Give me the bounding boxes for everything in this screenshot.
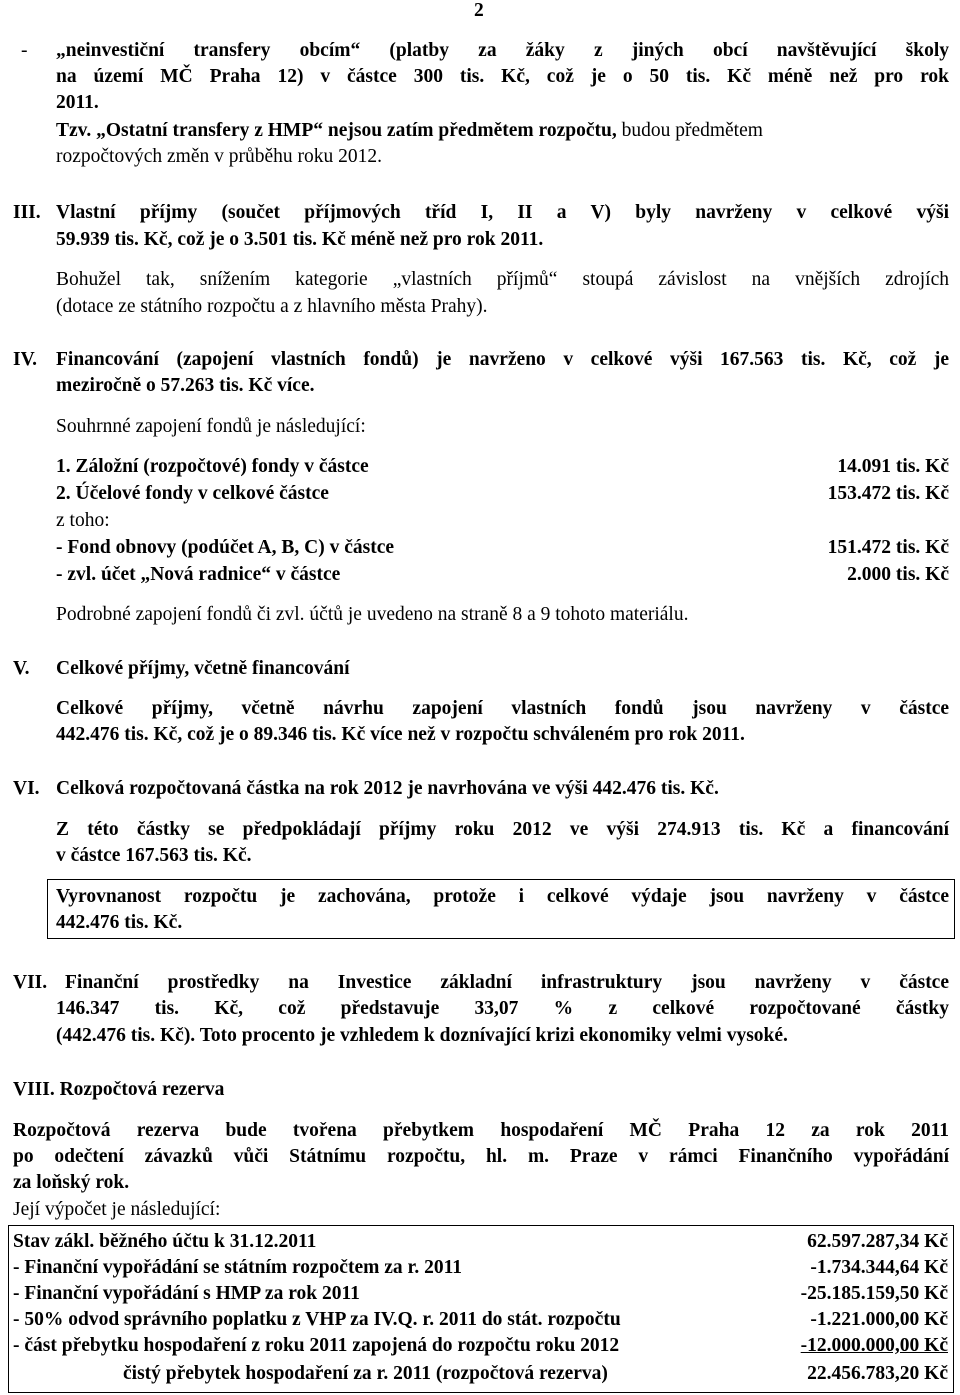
section-3-paragraph-1: Bohužel tak, snížením kategorie „vlastních příjmů“ stoupá závislost na vnějších zdrojích bbox=[56, 269, 949, 290]
fund-value: 2.000 tis. Kč bbox=[847, 564, 949, 585]
page-number: 2 bbox=[474, 0, 484, 21]
fund-label: - zvl. účet „Nová radnice“ v částce bbox=[56, 564, 341, 585]
calc-label: - Finanční vypořádání se státním rozpočtem za r. 2011 bbox=[13, 1257, 463, 1278]
intro-line-3: 2011. bbox=[56, 92, 99, 113]
bullet-dash: - bbox=[21, 40, 28, 61]
calc-total-label: čistý přebytek hospodaření za r. 2011 (rozpočtová rezerva) bbox=[123, 1363, 608, 1384]
section-7-number: VII. bbox=[13, 972, 48, 993]
section-6-paragraph-1: Z této částky se předpokládají příjmy roku 2012 ve výši 274.913 tis. Kč a financování bbox=[56, 819, 949, 840]
fund-label: 1. Záložní (rozpočtové) fondy v částce bbox=[56, 456, 369, 477]
tzv-line bbox=[56, 118, 763, 144]
fund-value: 14.091 tis. Kč bbox=[837, 456, 949, 477]
fund-label: 2. Účelové fondy v celkové částce bbox=[56, 483, 329, 504]
section-7-line-1: Finanční prostředky na Investice základní infrastruktury jsou navrženy v částce bbox=[65, 972, 949, 993]
section-5-line-1: Celkové příjmy, včetně návrhu zapojení vlastních fondů jsou navrženy v částce bbox=[56, 698, 949, 719]
calc-intro: Její výpočet je následující: bbox=[13, 1199, 221, 1220]
calc-value: -25.185.159,50 Kč bbox=[800, 1283, 948, 1304]
fund-value: 151.472 tis. Kč bbox=[827, 537, 949, 558]
section-4-number: IV. bbox=[13, 349, 38, 370]
tzv-line-2: rozpočtových změn v průběhu roku 2012. bbox=[56, 146, 382, 167]
section-8-paragraph-3: za loňský rok. bbox=[13, 1172, 130, 1193]
section-7-line-3: (442.476 tis. Kč). Toto procento je vzhledem k doznívající krizi ekonomiky velmi vysoké. bbox=[56, 1025, 788, 1046]
calc-value: -12.000.000,00 Kč bbox=[800, 1335, 948, 1356]
section-5-line-2: 442.476 tis. Kč, což je o 89.346 tis. Kč více než v rozpočtu schváleném pro rok 2011. bbox=[56, 724, 745, 745]
balance-box-line-1: Vyrovnanost rozpočtu je zachována, protože i celkové výdaje jsou navrženy v částce bbox=[56, 886, 949, 907]
calc-value: -1.221.000,00 Kč bbox=[810, 1309, 948, 1330]
fund-label: z toho: bbox=[56, 510, 110, 531]
calc-total-value: 22.456.783,20 Kč bbox=[807, 1363, 948, 1384]
section-3-number: III. bbox=[13, 202, 41, 223]
intro-line-1: „neinvestiční transfery obcím“ (platby za žáky z jiných obcí navštěvující školy bbox=[56, 40, 949, 61]
calc-label: - 50% odvod správního poplatku z VHP za IV.Q. r. 2011 do stát. rozpočtu bbox=[13, 1309, 621, 1330]
section-5-title: Celkové příjmy, včetně financování bbox=[56, 658, 350, 679]
tzv-normal: budou předmětem bbox=[616, 120, 763, 141]
funds-note: Podrobné zapojení fondů či zvl. účtů je uvedeno na straně 8 a 9 tohoto materiálu. bbox=[56, 604, 689, 625]
fund-label: - Fond obnovy (podúčet A, B, C) v částce bbox=[56, 537, 395, 558]
fund-value: 153.472 tis. Kč bbox=[827, 483, 949, 504]
section-4-line-2: meziročně o 57.263 tis. Kč více. bbox=[56, 375, 315, 396]
balance-box-line-2: 442.476 tis. Kč. bbox=[56, 912, 183, 933]
intro-line-2: na území MČ Praha 12) v částce 300 tis. Kč, což je o 50 tis. Kč méně než pro rok bbox=[56, 66, 949, 87]
section-3-paragraph-2: (dotace ze státního rozpočtu a z hlavního města Prahy). bbox=[56, 296, 488, 317]
funds-intro: Souhrnné zapojení fondů je následující: bbox=[56, 416, 366, 437]
calc-label: - Finanční vypořádání s HMP za rok 2011 bbox=[13, 1283, 360, 1304]
section-6-line-1: Celková rozpočtovaná částka na rok 2012 je navrhována ve výši 442.476 tis. Kč. bbox=[56, 778, 719, 799]
section-7-line-2: 146.347 tis. Kč, což představuje 33,07 % z celkové rozpočtované částky bbox=[56, 998, 949, 1019]
calc-label: Stav zákl. běžného účtu k 31.12.2011 bbox=[13, 1231, 317, 1252]
tzv-bold: Tzv. „Ostatní transfery z HMP“ nejsou zatím předmětem rozpočtu, bbox=[56, 120, 617, 141]
section-5-number: V. bbox=[13, 658, 30, 679]
calc-label: - část přebytku hospodaření z roku 2011 zapojená do rozpočtu roku 2012 bbox=[13, 1335, 620, 1356]
section-3-line-1: Vlastní příjmy (součet příjmových tříd I, II a V) byly navrženy v celkové výši bbox=[56, 202, 949, 223]
section-8-title: VIII. Rozpočtová rezerva bbox=[13, 1079, 225, 1100]
calc-value: -1.734.344,64 Kč bbox=[810, 1257, 948, 1278]
section-6-number: VI. bbox=[13, 778, 40, 799]
calc-value: 62.597.287,34 Kč bbox=[807, 1231, 948, 1252]
section-4-line-1: Financování (zapojení vlastních fondů) je navrženo v celkové výši 167.563 tis. Kč, což je bbox=[56, 349, 949, 370]
section-3-line-2: 59.939 tis. Kč, což je o 3.501 tis. Kč méně než pro rok 2011. bbox=[56, 229, 544, 250]
section-8-paragraph-2: po odečtení závazků vůči Státnímu rozpočtu, hl. m. Praze v rámci Finančního vypořádání bbox=[13, 1146, 949, 1167]
section-6-paragraph-2: v částce 167.563 tis. Kč. bbox=[56, 845, 252, 866]
section-8-paragraph-1: Rozpočtová rezerva bude tvořena přebytkem hospodaření MČ Praha 12 za rok 2011 bbox=[13, 1120, 949, 1141]
